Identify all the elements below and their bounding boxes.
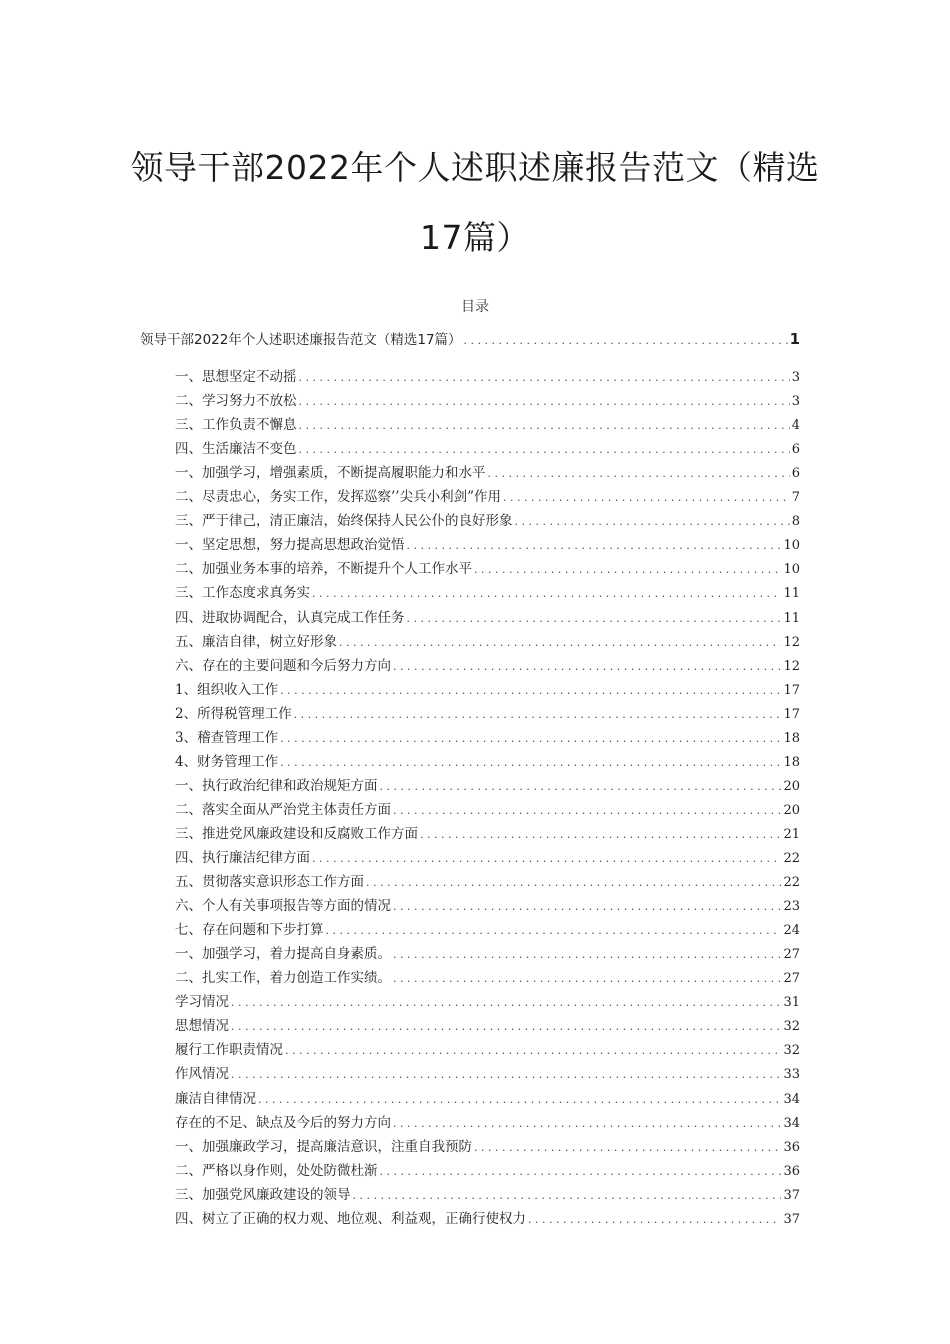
toc-leader-dots bbox=[407, 537, 782, 554]
toc-entry[interactable] bbox=[175, 1017, 800, 1035]
toc-entry[interactable] bbox=[175, 657, 800, 675]
toc-leader-dots bbox=[393, 658, 781, 675]
toc-entry[interactable] bbox=[175, 1138, 800, 1156]
toc-page-number: 27 bbox=[783, 947, 800, 963]
toc-entry-text: 履行工作职责情况 bbox=[175, 1042, 283, 1059]
toc-leader-dots bbox=[280, 730, 781, 747]
toc-entry-text: 学习情况 bbox=[175, 994, 229, 1011]
toc-entry-text: 三、严于律己，清正廉洁，始终保持人民公仆的良好形象 bbox=[175, 513, 513, 530]
toc-entry-text: 四、进取协调配合，认真完成工作任务 bbox=[175, 609, 405, 626]
toc-entry-text: 思想情况 bbox=[175, 1018, 229, 1035]
toc-entry-text: 一、执行政治纪律和政治规矩方面 bbox=[175, 777, 378, 794]
toc-entry[interactable] bbox=[175, 1065, 800, 1083]
toc-entry[interactable] bbox=[175, 488, 800, 506]
toc-page-number: 36 bbox=[783, 1139, 800, 1155]
toc-leader-dots bbox=[393, 802, 781, 819]
toc-page-number: 32 bbox=[783, 1019, 800, 1035]
toc-entry-text: 二、扎实工作，着力创造工作实绩。 bbox=[175, 970, 391, 987]
toc-page-number: 20 bbox=[783, 778, 800, 794]
toc-entry-text: 二、落实全面从严治党主体责任方面 bbox=[175, 801, 391, 818]
toc-entry[interactable] bbox=[175, 969, 800, 987]
toc-leader-dots bbox=[299, 441, 790, 458]
toc-entry[interactable] bbox=[175, 921, 800, 939]
toc-entry-text: 一、加强学习，着力提高自身素质。 bbox=[175, 946, 391, 963]
toc-entry[interactable] bbox=[175, 849, 800, 867]
toc-page-number: 37 bbox=[783, 1187, 800, 1203]
toc-leader-dots bbox=[339, 634, 781, 651]
toc-page-number: 3 bbox=[791, 370, 800, 385]
toc-page-number: 23 bbox=[783, 899, 800, 915]
toc-leader-dots bbox=[366, 874, 781, 891]
toc-page-number: 24 bbox=[783, 923, 800, 939]
document-title-line2: 17篇） bbox=[420, 218, 530, 257]
toc-entry-text: 作风情况 bbox=[175, 1066, 229, 1083]
toc-leader-dots bbox=[393, 898, 781, 915]
toc-leader-dots bbox=[503, 489, 790, 506]
toc-page-number: 6 bbox=[791, 466, 800, 482]
toc-entry-text: 三、工作态度求真务实 bbox=[175, 585, 310, 602]
toc-leader-dots bbox=[353, 1187, 782, 1204]
toc-leader-dots bbox=[393, 970, 781, 987]
toc-entry-text: 一、加强学习，增强素质，不断提高履职能力和水平 bbox=[175, 465, 486, 482]
toc-leader-dots bbox=[231, 1018, 781, 1035]
toc-heading: 目录 bbox=[461, 299, 489, 315]
toc-entry[interactable] bbox=[175, 873, 800, 891]
toc-entry-text: 五、贯彻落实意识形态工作方面 bbox=[175, 874, 364, 891]
toc-leader-dots bbox=[280, 682, 781, 699]
toc-entry[interactable] bbox=[175, 440, 800, 458]
toc-entry[interactable] bbox=[175, 993, 800, 1011]
toc-leader-dots bbox=[312, 850, 781, 867]
toc-page-number: 17 bbox=[783, 706, 800, 722]
toc-entry[interactable] bbox=[175, 609, 800, 627]
toc-entry[interactable] bbox=[175, 825, 800, 843]
toc-entry-text: 六、个人有关事项报告等方面的情况 bbox=[175, 898, 391, 915]
toc-leader-dots bbox=[528, 1211, 781, 1228]
toc-leader-dots bbox=[474, 1139, 781, 1156]
toc-entry[interactable] bbox=[175, 464, 800, 482]
toc-entry-text: 廉洁自律情况 bbox=[175, 1090, 256, 1107]
toc-entry[interactable] bbox=[175, 536, 800, 554]
toc-page-number: 12 bbox=[783, 634, 800, 650]
toc-entry[interactable] bbox=[175, 512, 800, 530]
toc-leader-dots bbox=[231, 1066, 781, 1083]
toc-entry[interactable] bbox=[175, 368, 800, 386]
toc-leader-dots bbox=[312, 585, 781, 602]
toc-page-number: 12 bbox=[783, 658, 800, 674]
toc-entry[interactable] bbox=[175, 705, 800, 723]
toc-entry[interactable] bbox=[175, 777, 800, 795]
toc-page-number: 20 bbox=[783, 802, 800, 818]
toc-page-number: 1 bbox=[789, 330, 800, 348]
toc-entry[interactable] bbox=[175, 633, 800, 651]
toc-leader-dots bbox=[393, 946, 781, 963]
toc-page-number: 7 bbox=[791, 490, 800, 506]
toc-entry[interactable] bbox=[175, 416, 800, 434]
toc-entry[interactable] bbox=[175, 1041, 800, 1059]
toc-leader-dots bbox=[380, 778, 782, 795]
toc-page-number: 36 bbox=[783, 1163, 800, 1179]
toc-leader-dots bbox=[326, 922, 782, 939]
toc-page-number: 18 bbox=[783, 730, 800, 746]
toc-entry[interactable] bbox=[175, 392, 800, 410]
toc-entry-main[interactable] bbox=[140, 330, 800, 348]
toc-entry[interactable] bbox=[175, 753, 800, 771]
toc-entry-text: 1、组织收入工作 bbox=[175, 681, 279, 698]
toc-page-number: 32 bbox=[783, 1043, 800, 1059]
toc-leader-dots bbox=[393, 1115, 781, 1132]
toc-page-number: 22 bbox=[783, 851, 800, 866]
toc-entry[interactable] bbox=[175, 729, 800, 747]
toc-leader-dots bbox=[407, 610, 782, 627]
toc-leader-dots bbox=[464, 332, 788, 348]
toc-leader-dots bbox=[515, 513, 790, 530]
toc-page-number: 22 bbox=[783, 875, 800, 891]
toc-entry-text: 一、思想坚定不动摇 bbox=[175, 369, 297, 385]
toc-entry-text: 四、生活廉洁不变色 bbox=[175, 441, 297, 458]
document-title-line1: 领导干部2022年个人述职述廉报告范文（精选 bbox=[130, 148, 820, 187]
toc-entry[interactable] bbox=[175, 1186, 800, 1204]
toc-page-number: 10 bbox=[783, 538, 800, 554]
toc-entry[interactable] bbox=[175, 1162, 800, 1180]
toc-entry-text: 五、廉洁自律，树立好形象 bbox=[175, 633, 337, 650]
toc-entry-text: 七、存在问题和下步打算 bbox=[175, 922, 324, 939]
toc-entry-text: 3、稽查管理工作 bbox=[175, 729, 279, 746]
toc-entry-text: 一、坚定思想，努力提高思想政治觉悟 bbox=[175, 537, 405, 554]
toc-page-number: 17 bbox=[783, 682, 800, 698]
toc-entry-text: 4、财务管理工作 bbox=[175, 753, 279, 770]
toc-entry-text: 六、存在的主要问题和今后努力方向 bbox=[175, 657, 391, 674]
toc-page-number: 10 bbox=[783, 562, 800, 578]
toc-entry[interactable] bbox=[175, 801, 800, 819]
toc-leader-dots bbox=[488, 465, 790, 482]
toc-leader-dots bbox=[258, 1091, 781, 1108]
toc-leader-dots bbox=[294, 706, 782, 723]
toc-entry[interactable] bbox=[175, 1114, 800, 1132]
toc-page-number: 33 bbox=[783, 1067, 800, 1083]
toc-leader-dots bbox=[380, 1163, 782, 1180]
toc-leader-dots bbox=[474, 561, 781, 578]
toc-entry[interactable] bbox=[175, 1210, 800, 1228]
toc-entry-text: 二、严格以身作则，处处防微杜渐 bbox=[175, 1162, 378, 1179]
toc-page-number: 34 bbox=[783, 1091, 800, 1107]
toc-entry-text: 三、加强党风廉政建设的领导 bbox=[175, 1186, 351, 1203]
toc-page-number: 27 bbox=[783, 971, 800, 987]
toc-leader-dots bbox=[231, 994, 781, 1011]
toc-entry-text: 三、工作负责不懈息 bbox=[175, 417, 297, 434]
toc-leader-dots bbox=[299, 393, 790, 410]
toc-entry-text: 二、尽责忠心，务实工作，发挥巡察’’尖兵小利剑”作用 bbox=[175, 489, 501, 506]
toc-leader-dots bbox=[280, 754, 781, 771]
toc-entry-text: 存在的不足、缺点及今后的努力方向 bbox=[175, 1114, 391, 1131]
toc-entry-text: 2、所得税管理工作 bbox=[175, 705, 292, 722]
toc-page-number: 11 bbox=[783, 586, 800, 602]
toc-entry[interactable] bbox=[175, 945, 800, 963]
toc-page-number: 31 bbox=[783, 995, 800, 1011]
toc-entry-text: 二、学习努力不放松 bbox=[175, 393, 297, 410]
toc-page-number: 4 bbox=[791, 418, 800, 434]
toc-page-number: 21 bbox=[783, 826, 800, 842]
toc-leader-dots bbox=[420, 826, 781, 843]
toc-page-number: 34 bbox=[783, 1115, 800, 1131]
toc-entry[interactable] bbox=[175, 897, 800, 915]
toc-page-number: 18 bbox=[783, 754, 800, 770]
toc-page-number: 37 bbox=[783, 1211, 800, 1227]
toc-page-number: 11 bbox=[783, 610, 800, 626]
toc-page-number: 3 bbox=[791, 394, 800, 410]
toc-entry-text: 二、加强业务本事的培养，不断提升个人工作水平 bbox=[175, 561, 472, 578]
toc-leader-dots bbox=[285, 1042, 781, 1059]
toc-entry-text: 三、推进党风廉政建设和反腐败工作方面 bbox=[175, 825, 418, 842]
toc-entry-text: 领导干部2022年个人述职述廉报告范文（精选17篇） bbox=[140, 332, 462, 348]
toc-entry-text: 一、加强廉政学习，提高廉洁意识，注重自我预防 bbox=[175, 1138, 472, 1155]
toc-entry-text: 四、树立了正确的权力观、地位观、利益观，正确行使权力 bbox=[175, 1210, 526, 1227]
toc-page-number: 8 bbox=[791, 514, 800, 530]
toc-leader-dots bbox=[299, 369, 790, 386]
toc-page-number: 6 bbox=[791, 442, 800, 458]
toc-entry[interactable] bbox=[175, 584, 800, 602]
toc-entry-text: 四、执行廉洁纪律方面 bbox=[175, 850, 310, 866]
toc-entry[interactable] bbox=[175, 560, 800, 578]
toc-entry[interactable] bbox=[175, 1090, 800, 1108]
toc-leader-dots bbox=[299, 417, 790, 434]
toc-entry[interactable] bbox=[175, 681, 800, 699]
